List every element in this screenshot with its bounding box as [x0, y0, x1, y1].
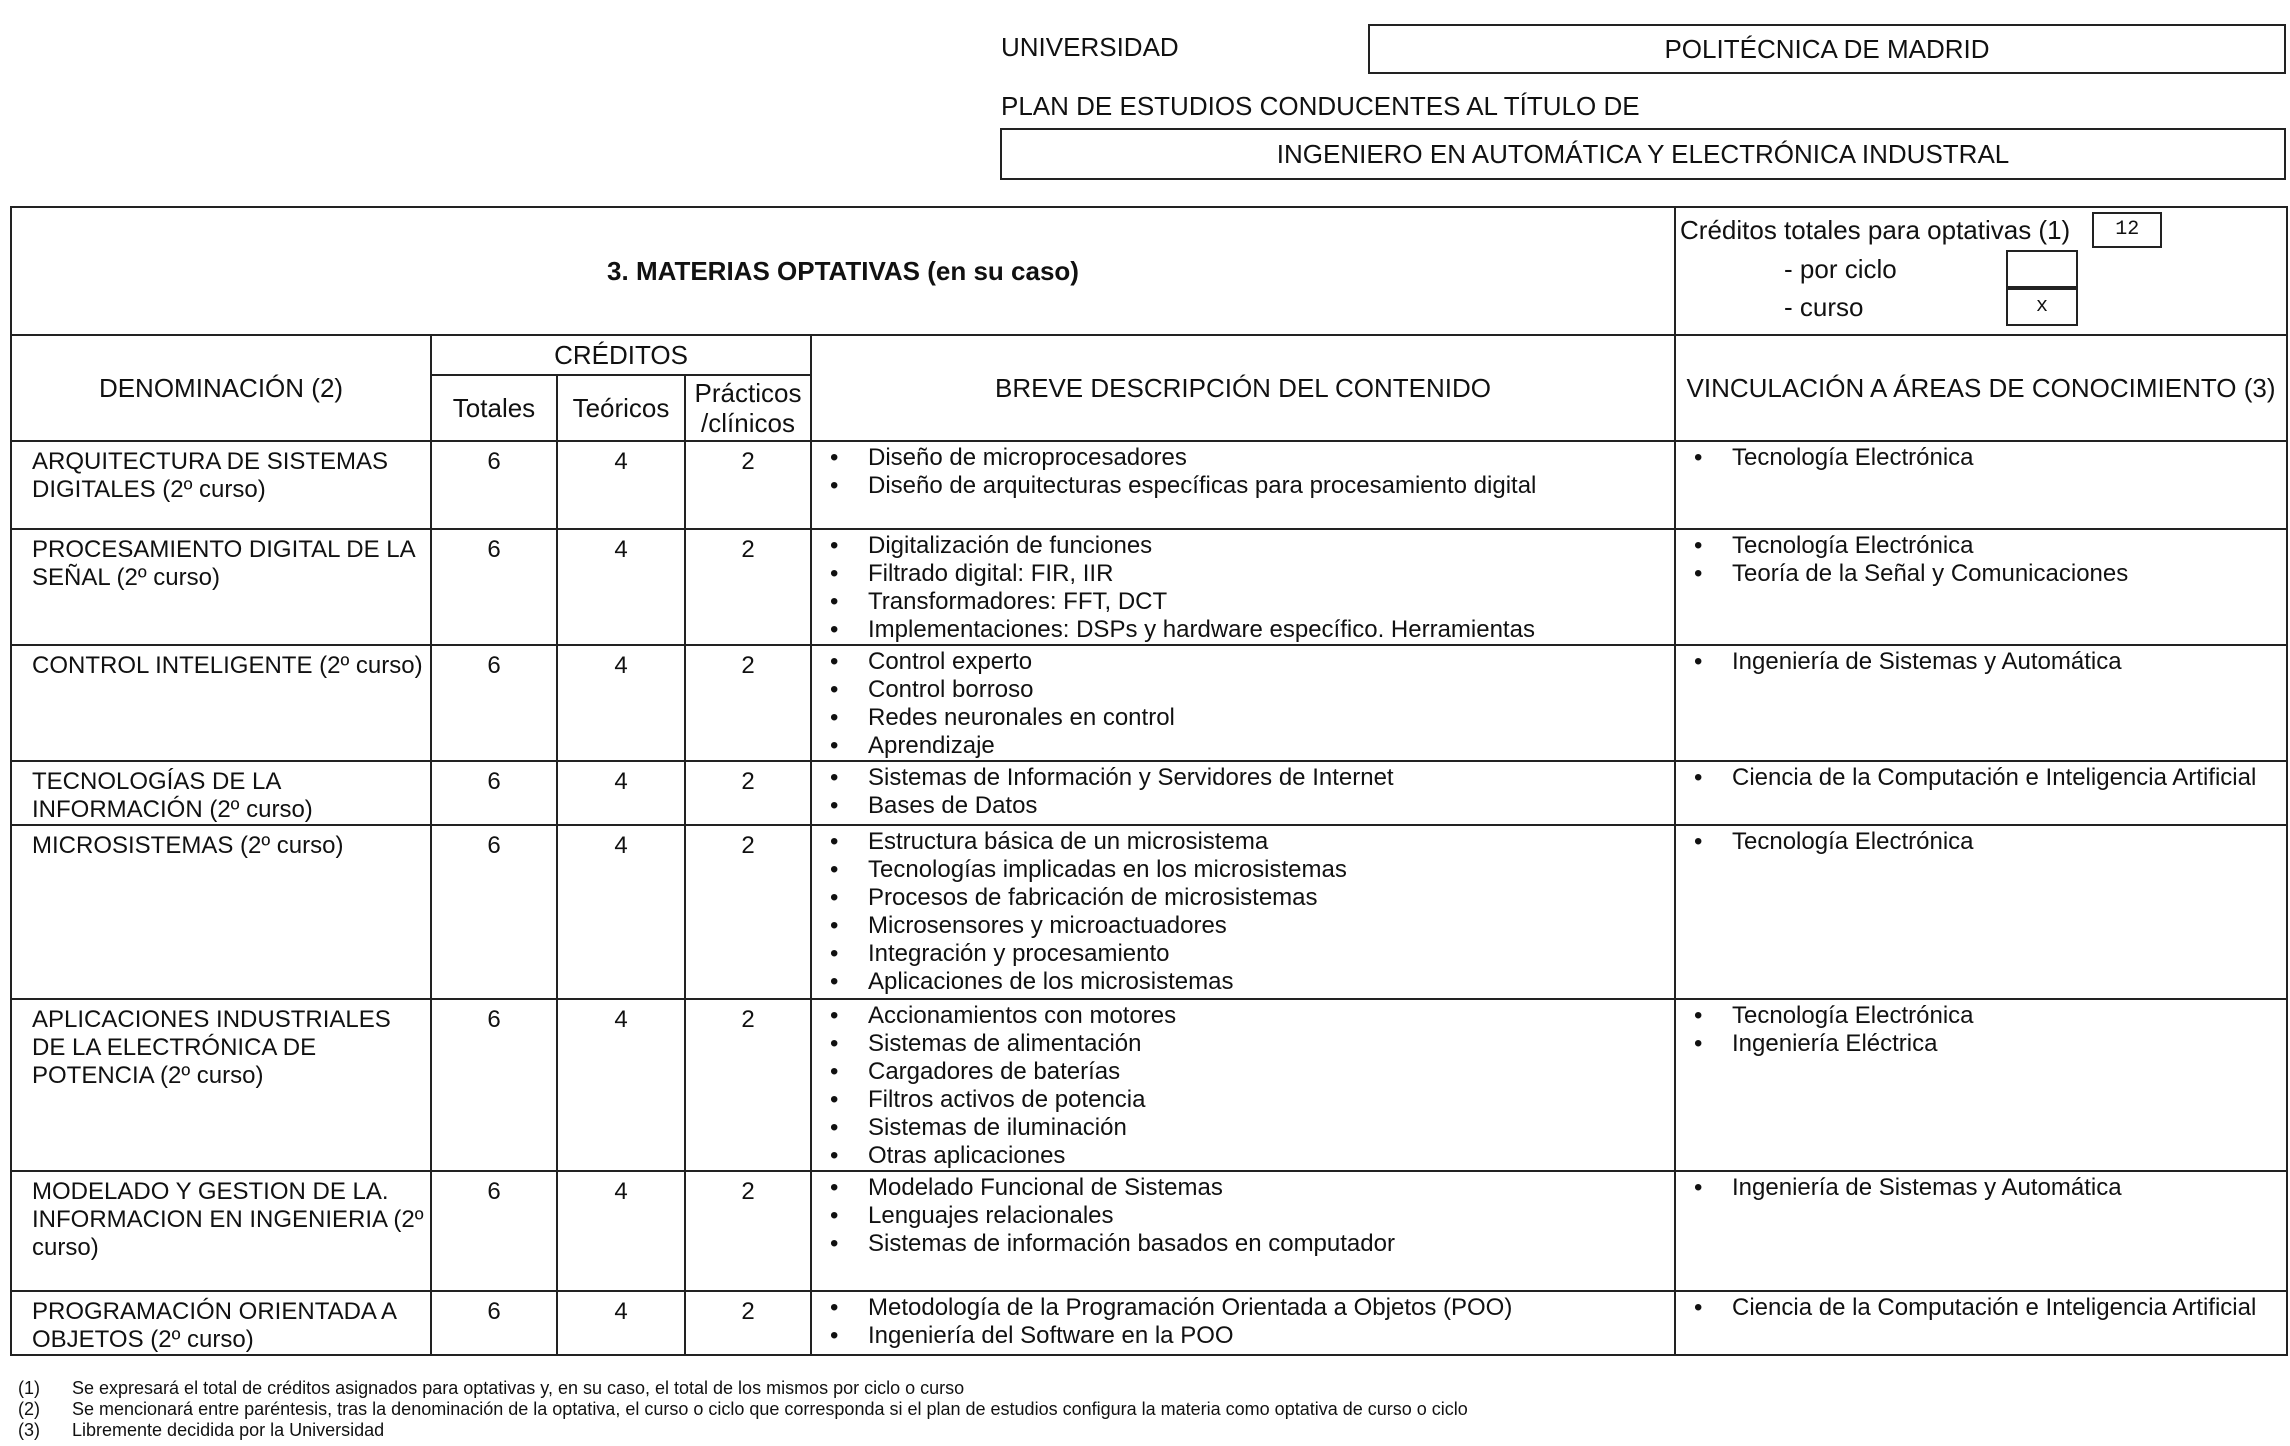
creditos-teoricos: 4 [557, 529, 685, 645]
area-item: • Ingeniería de Sistemas y Automática [1732, 1174, 2286, 1202]
col-totales: Totales [431, 375, 557, 441]
areas-list [1676, 1174, 2286, 1202]
description-list [812, 1294, 1674, 1350]
creditos-teoricos: 4 [557, 645, 685, 761]
areas-list [1676, 1294, 2286, 1322]
description-cell [811, 441, 1675, 529]
description-cell [811, 529, 1675, 645]
description-item: • Tecnologías implicadas en los microsistemas [868, 856, 1674, 884]
areas-cell [1675, 999, 2287, 1171]
area-item: • Tecnología Electrónica [1732, 828, 2286, 856]
description-item: • Otras aplicaciones [868, 1142, 1674, 1170]
areas-list [1676, 532, 2286, 588]
table-row [11, 825, 2287, 999]
creditos-totales-panel [1675, 207, 2287, 335]
subject-name: TECNOLOGÍAS DE LA INFORMACIÓN (2º curso) [11, 761, 431, 825]
description-item: • Implementaciones: DSPs y hardware específico. Herramientas [868, 616, 1674, 644]
table-row [11, 645, 2287, 761]
creditos-totales: 6 [431, 761, 557, 825]
description-item: • Filtrado digital: FIR, IIR [868, 560, 1674, 588]
creditos-totales: 6 [431, 645, 557, 761]
description-item: • Transformadores: FFT, DCT [868, 588, 1674, 616]
footnote: (2) Se mencionará entre paréntesis, tras la denominación de la optativa, el curso o ciclo que corresponda si el plan de estudios configura la materia como optativa de curso o ciclo [18, 1399, 1468, 1419]
description-item: • Modelado Funcional de Sistemas [868, 1174, 1674, 1202]
description-item: • Microsensores y microactuadores [868, 912, 1674, 940]
creditos-teoricos: 4 [557, 999, 685, 1171]
description-cell [811, 999, 1675, 1171]
description-item: • Sistemas de iluminación [868, 1114, 1674, 1142]
description-list [812, 532, 1674, 644]
description-item: • Accionamientos con motores [868, 1002, 1674, 1030]
description-list [812, 1174, 1674, 1258]
subject-name: PROCESAMIENTO DIGITAL DE LA SEÑAL (2º curso) [11, 529, 431, 645]
areas-cell [1675, 645, 2287, 761]
titulo-value: INGENIERO EN AUTOMÁTICA Y ELECTRÓNICA INDUSTRAL [1000, 128, 2286, 180]
description-item: • Aprendizaje [868, 732, 1674, 760]
optativas-table [10, 206, 2288, 1356]
table-row [11, 761, 2287, 825]
creditos-totales: 6 [431, 529, 557, 645]
area-item: • Tecnología Electrónica [1732, 1002, 2286, 1030]
areas-list [1676, 444, 2286, 472]
creditos-practicos: 2 [685, 1171, 811, 1291]
por-ciclo-label: - por ciclo [1784, 254, 1897, 284]
description-item: • Bases de Datos [868, 792, 1674, 820]
description-cell [811, 645, 1675, 761]
description-list [812, 828, 1674, 996]
description-cell [811, 761, 1675, 825]
table-row [11, 1171, 2287, 1291]
description-list [812, 764, 1674, 820]
creditos-teoricos: 4 [557, 825, 685, 999]
description-item: • Lenguajes relacionales [868, 1202, 1674, 1230]
subject-name: PROGRAMACIÓN ORIENTADA A OBJETOS (2º curso) [11, 1291, 431, 1355]
universidad-value: POLITÉCNICA DE MADRID [1368, 24, 2286, 74]
description-item: • Digitalización de funciones [868, 532, 1674, 560]
creditos-practicos: 2 [685, 761, 811, 825]
description-cell [811, 825, 1675, 999]
areas-list [1676, 764, 2286, 792]
subject-name: MODELADO Y GESTION DE LA. INFORMACION EN INGENIERIA (2º curso) [11, 1171, 431, 1291]
subject-name: MICROSISTEMAS (2º curso) [11, 825, 431, 999]
description-cell [811, 1171, 1675, 1291]
creditos-totales-box: 12 [2092, 212, 2162, 248]
curso-label: - curso [1784, 292, 1864, 322]
table-row [11, 529, 2287, 645]
description-item: • Metodología de la Programación Orientada a Objetos (POO) [868, 1294, 1674, 1322]
footnote: (3) Libremente decidida por la Universidad [18, 1420, 385, 1440]
creditos-practicos: 2 [685, 441, 811, 529]
description-item: • Diseño de microprocesadores [868, 444, 1674, 472]
table-row [11, 441, 2287, 529]
description-list [812, 444, 1674, 500]
subject-name: CONTROL INTELIGENTE (2º curso) [11, 645, 431, 761]
area-item: • Ingeniería de Sistemas y Automática [1732, 648, 2286, 676]
creditos-teoricos: 4 [557, 441, 685, 529]
creditos-practicos: 2 [685, 999, 811, 1171]
description-list [812, 648, 1674, 760]
area-item: • Ciencia de la Computación e Inteligencia Artificial [1732, 764, 2286, 792]
col-teoricos: Teóricos [557, 375, 685, 441]
area-item: • Ciencia de la Computación e Inteligencia Artificial [1732, 1294, 2286, 1322]
curso-box: x [2006, 288, 2078, 326]
plan-label: PLAN DE ESTUDIOS CONDUCENTES AL TÍTULO DE [1001, 91, 1640, 121]
description-item: • Control borroso [868, 676, 1674, 704]
description-item: • Aplicaciones de los microsistemas [868, 968, 1674, 996]
description-item: • Procesos de fabricación de microsistemas [868, 884, 1674, 912]
description-list [812, 1002, 1674, 1170]
area-item: • Tecnología Electrónica [1732, 444, 2286, 472]
areas-cell [1675, 761, 2287, 825]
creditos-practicos: 2 [685, 825, 811, 999]
table-row [11, 999, 2287, 1171]
creditos-totales: 6 [431, 825, 557, 999]
section-title: 3. MATERIAS OPTATIVAS (en su caso) [11, 207, 1675, 335]
areas-cell [1675, 825, 2287, 999]
col-denominacion: DENOMINACIÓN (2) [11, 335, 431, 441]
subject-name: APLICACIONES INDUSTRIALES DE LA ELECTRÓNICA DE POTENCIA (2º curso) [11, 999, 431, 1171]
areas-cell [1675, 529, 2287, 645]
area-item: • Tecnología Electrónica [1732, 532, 2286, 560]
table-row [11, 1291, 2287, 1355]
creditos-totales: 6 [431, 441, 557, 529]
description-item: • Sistemas de información basados en computador [868, 1230, 1674, 1258]
description-cell [811, 1291, 1675, 1355]
areas-list [1676, 828, 2286, 856]
creditos-totales-label: Créditos totales para optativas (1) [1680, 215, 2071, 245]
subject-name: ARQUITECTURA DE SISTEMAS DIGITALES (2º curso) [11, 441, 431, 529]
creditos-totales: 6 [431, 1171, 557, 1291]
description-item: • Sistemas de alimentación [868, 1030, 1674, 1058]
creditos-practicos: 2 [685, 1291, 811, 1355]
universidad-label: UNIVERSIDAD [1001, 32, 1179, 62]
description-item: • Redes neuronales en control [868, 704, 1674, 732]
col-creditos: CRÉDITOS [431, 335, 811, 375]
col-descripcion: BREVE DESCRIPCIÓN DEL CONTENIDO [811, 335, 1675, 441]
creditos-practicos: 2 [685, 529, 811, 645]
footnotes [18, 1378, 1468, 1441]
rows-body [11, 441, 2287, 1355]
col-practicos: Prácticos /clínicos [685, 375, 811, 441]
description-item: • Cargadores de baterías [868, 1058, 1674, 1086]
creditos-teoricos: 4 [557, 1171, 685, 1291]
description-item: • Integración y procesamiento [868, 940, 1674, 968]
creditos-practicos: 2 [685, 645, 811, 761]
creditos-totales: 6 [431, 999, 557, 1171]
description-item: • Estructura básica de un microsistema [868, 828, 1674, 856]
areas-list [1676, 648, 2286, 676]
por-ciclo-box [2006, 250, 2078, 288]
description-item: • Diseño de arquitecturas específicas para procesamiento digital [868, 472, 1674, 500]
footnote: (1) Se expresará el total de créditos asignados para optativas y, en su caso, el total de los mismos por ciclo o curso [18, 1378, 965, 1398]
creditos-totales: 6 [431, 1291, 557, 1355]
description-item: • Ingeniería del Software en la POO [868, 1322, 1674, 1350]
description-item: • Filtros activos de potencia [868, 1086, 1674, 1114]
area-item: • Ingeniería Eléctrica [1732, 1030, 2286, 1058]
creditos-teoricos: 4 [557, 761, 685, 825]
creditos-teoricos: 4 [557, 1291, 685, 1355]
area-item: • Teoría de la Señal y Comunicaciones [1732, 560, 2286, 588]
col-vinculacion: VINCULACIÓN A ÁREAS DE CONOCIMIENTO (3) [1675, 335, 2287, 441]
areas-cell [1675, 1291, 2287, 1355]
description-item: • Control experto [868, 648, 1674, 676]
description-item: • Sistemas de Información y Servidores de Internet [868, 764, 1674, 792]
areas-list [1676, 1002, 2286, 1058]
areas-cell [1675, 1171, 2287, 1291]
areas-cell [1675, 441, 2287, 529]
